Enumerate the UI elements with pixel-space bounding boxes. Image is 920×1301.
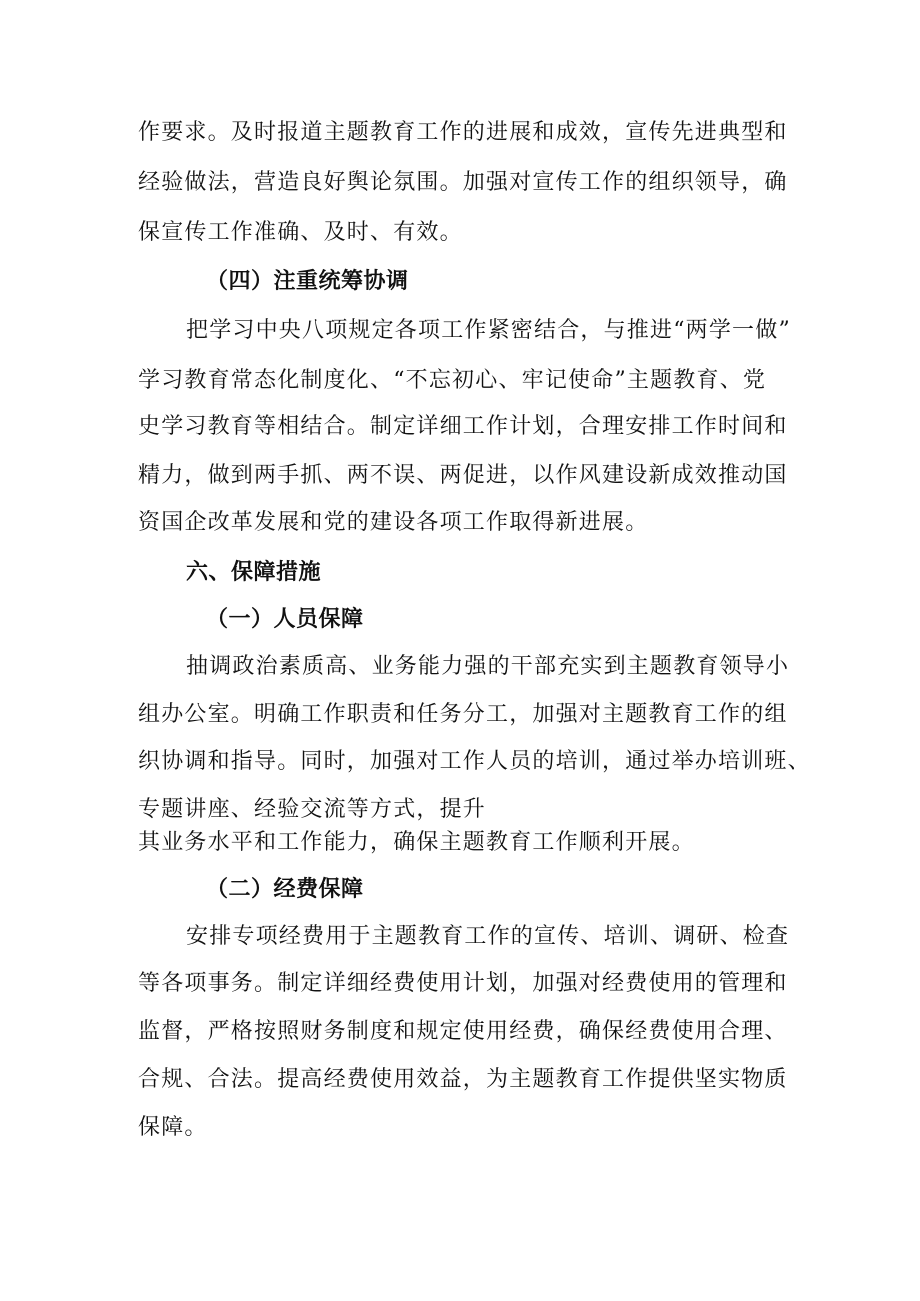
paragraph-line: 资国企改革发展和党的建设各项工作取得新进展。	[138, 510, 649, 535]
paragraph-line: 监督，严格按照财务制度和规定使用经费，确保经费使用合理、	[138, 1019, 788, 1044]
paragraph-line: 精力，做到两手抓、两不误、两促进，以作风建设新成效推动国	[138, 463, 788, 488]
paragraph-line: 组办公室。明确工作职责和任务分工，加强对主题教育工作的组	[138, 702, 788, 727]
section-heading-6: 六、保障措施	[186, 559, 322, 585]
paragraph-line: 保宣传工作准确、及时、有效。	[138, 220, 463, 245]
paragraph-line: 学习教育常态化制度化、“不忘初心、牢记使命”主题教育、党	[138, 368, 767, 393]
paragraph-line: 其业务水平和工作能力，确保主题教育工作顺利开展。	[138, 830, 695, 855]
subsection-heading-2: （二）经费保障	[206, 876, 364, 902]
paragraph-line: 安排专项经费用于主题教育工作的宣传、培训、调研、检查	[186, 924, 790, 949]
paragraph-line: 保障。	[138, 1115, 208, 1140]
paragraph-line: 专题讲座、经验交流等方式，提升	[138, 797, 487, 822]
paragraph-line: 合规、合法。提高经费使用效益，为主题教育工作提供坚实物质	[138, 1067, 788, 1092]
subsection-heading-4: （四）注重统筹协调	[206, 268, 409, 294]
paragraph-line: 作要求。及时报道主题教育工作的进展和成效，宣传先进典型和	[138, 120, 788, 145]
subsection-heading-1: （一）人员保障	[206, 606, 364, 632]
paragraph-line: 等各项事务。制定详细经费使用计划，加强对经费使用的管理和	[138, 971, 788, 996]
paragraph-line: 经验做法，营造良好舆论氛围。加强对宣传工作的组织领导，确	[138, 170, 788, 195]
paragraph-line: 把学习中央八项规定各项工作紧密结合，与推进“两学一做”	[186, 318, 791, 343]
paragraph-line: 史学习教育等相结合。制定详细工作计划，合理安排工作时间和	[138, 414, 788, 439]
paragraph-line: 抽调政治素质高、业务能力强的干部充实到主题教育领导小	[186, 654, 790, 679]
paragraph-line: 织协调和指导。同时，加强对工作人员的培训，通过举办培训班、	[138, 749, 811, 774]
